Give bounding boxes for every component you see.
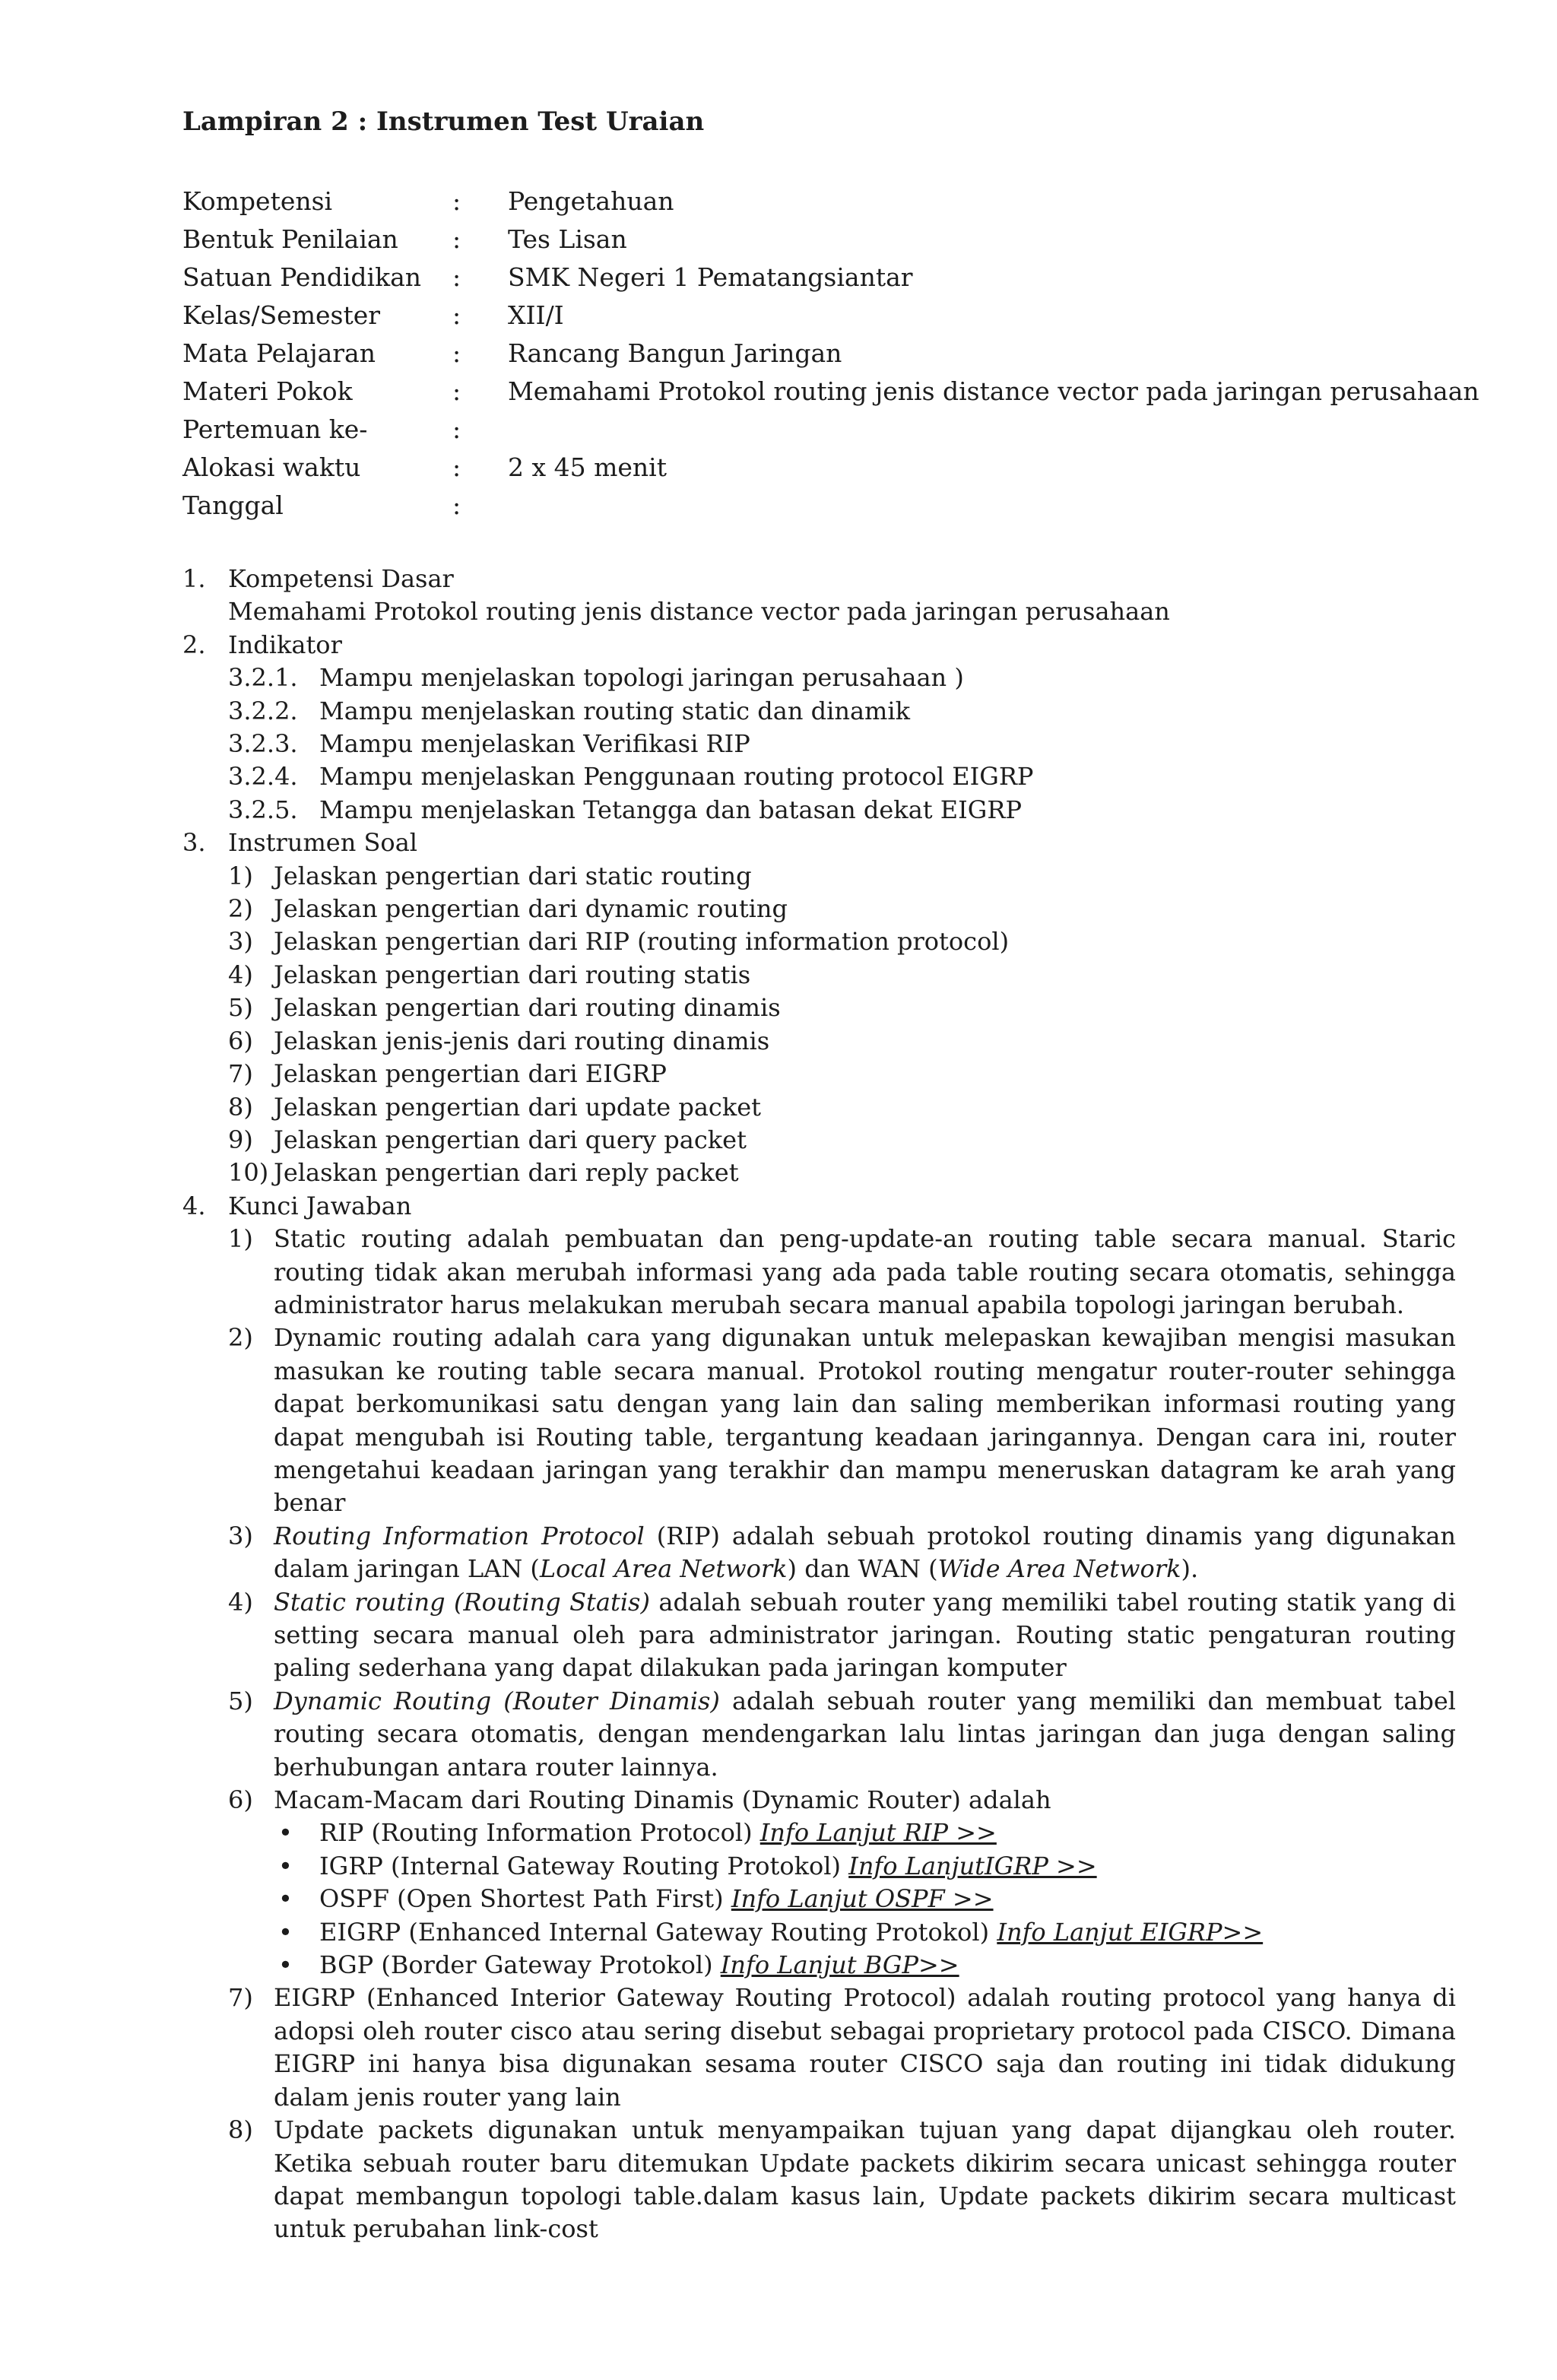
bullet-icon: • (278, 1884, 293, 1914)
info-row (182, 449, 1479, 487)
info-value: Tes Lisan (508, 224, 627, 254)
info-colon: : (452, 262, 461, 292)
answer-text: Dynamic routing adalah cara yang digunakan untuk melepaskan kewajiban mengisi masukan masukan ke routing table secara manual. Protokol routing mengatur router-router sehingga dapat berkomunikasi satu dengan yang lain dan saling memberikan informasi routing yang dapat mengubah isi Routing table, tergantung keadaan jaringannya. Dengan cara ini, router mengetahui keadaan jaringan yang terakhir dan mampu meneruskan datagram ke arah yang benar (274, 1323, 1456, 1518)
bullet-item (182, 1850, 1456, 1883)
question-item (182, 925, 1456, 958)
kd-text: Memahami Protokol routing jenis distance vector pada jaringan perusahaan (228, 597, 1170, 627)
protocol-name: RIP (Routing Information Protocol) (319, 1818, 760, 1848)
info-link-igrp[interactable]: Info LanjutIGRP >> (848, 1851, 1097, 1880)
question-item (182, 1058, 1456, 1090)
question-number: 10) (228, 1158, 269, 1188)
question-text: Jelaskan pengertian dari routing dinamis (274, 993, 781, 1023)
info-label: Kompetensi (182, 186, 333, 216)
indicator-number: 3.2.3. (228, 729, 298, 759)
indicator-number: 3.2.2. (228, 696, 298, 725)
answer-text-part: ) dan WAN ( (787, 1554, 938, 1584)
info-row (182, 373, 1479, 411)
info-value: 2 x 45 menit (508, 452, 667, 482)
bullet-text (319, 1916, 1263, 1949)
answer-text: Static routing adalah pembuatan dan peng-update-an routing table secara manual. Staric routing tidak akan merubah informasi yang ada pada table routing secara otomatis, sehingga administrator harus melakukan merubah secara manual apabila topologi jaringan berubah. (274, 1224, 1456, 1319)
question-text: Jelaskan pengertian dari reply packet (274, 1158, 739, 1188)
info-label: Tanggal (182, 490, 284, 520)
question-text: Jelaskan pengertian dari EIGRP (274, 1059, 667, 1089)
answer-number: 7) (228, 1983, 253, 2013)
answer-item (182, 1586, 1456, 1685)
answer-text-part: adalah sebuah router yang memiliki dan membuat tabel routing secara otomatis, dengan mendengarkan lalu lintas jaringan dan juga dengan saling berhubungan antara router lainnya. (274, 1686, 1457, 1782)
question-number: 7) (228, 1059, 253, 1089)
section-heading (182, 827, 1456, 859)
info-colon: : (452, 376, 461, 406)
term-lan: Local Area Network (539, 1554, 788, 1584)
answer-number: 5) (228, 1686, 253, 1715)
question-item (182, 1025, 1456, 1058)
section-title: Instrumen Soal (228, 828, 417, 858)
info-label: Bentuk Penilaian (182, 224, 398, 254)
info-colon: : (452, 490, 461, 520)
question-text: Jelaskan pengertian dari update packet (274, 1092, 762, 1122)
bullet-item (182, 1916, 1456, 1949)
bullet-icon: • (278, 1851, 293, 1880)
indicator-number: 3.2.1. (228, 663, 298, 693)
document-body (182, 563, 1456, 2246)
protocol-name: IGRP (Internal Gateway Routing Protokol) (319, 1851, 849, 1880)
protocol-name: OSPF (Open Shortest Path First) (319, 1884, 731, 1914)
answer-text: EIGRP (Enhanced Interior Gateway Routing Protocol) adalah routing protocol yang hanya di adopsi oleh router cisco atau sering disebut sebagai proprietary protocol pada CISCO. Dimana EIGRP ini hanya bisa digunakan sesama router CISCO saja dan routing ini tidak didukung dalam jenis router yang lain (274, 1983, 1456, 2112)
question-number: 9) (228, 1125, 253, 1154)
indicator-item (182, 760, 1456, 793)
info-value: Memahami Protokol routing jenis distance vector pada jaringan perusahaan (508, 376, 1479, 406)
indicator-item (182, 662, 1456, 694)
answer-number: 1) (228, 1224, 253, 1254)
question-item (182, 893, 1456, 925)
answer-number: 3) (228, 1521, 253, 1550)
indicator-number: 3.2.5. (228, 795, 298, 824)
section-number: 4. (182, 1191, 206, 1220)
answer-item (182, 1784, 1456, 1817)
section-title: Kunci Jawaban (228, 1191, 412, 1220)
section-heading (182, 563, 1456, 595)
term-dynamic-routing: Dynamic Routing (Router Dinamis) (274, 1686, 720, 1715)
question-number: 4) (228, 960, 253, 989)
info-label: Satuan Pendidikan (182, 262, 421, 292)
answer-item (182, 1520, 1456, 1586)
bullet-text (319, 1817, 997, 1849)
question-text: Jelaskan pengertian dari routing statis (274, 960, 751, 989)
section-number: 2. (182, 630, 206, 659)
answer-item (182, 1223, 1456, 1322)
info-link-eigrp[interactable]: Info Lanjut EIGRP>> (997, 1917, 1264, 1947)
question-text: Jelaskan pengertian dari RIP (routing information protocol) (274, 927, 1010, 957)
question-item (182, 1157, 1456, 1189)
bullet-icon: • (278, 1917, 293, 1947)
info-colon: : (452, 452, 461, 482)
bullet-item (182, 1883, 1456, 1915)
info-row (182, 411, 1479, 449)
section-title: Indikator (228, 630, 342, 659)
question-item (182, 992, 1456, 1024)
info-label: Alokasi waktu (182, 452, 361, 482)
info-colon: : (452, 186, 461, 216)
question-number: 3) (228, 927, 253, 957)
info-colon: : (452, 224, 461, 254)
question-text: Jelaskan jenis-jenis dari routing dinamis (274, 1026, 770, 1055)
info-row (182, 259, 1479, 297)
info-row (182, 297, 1479, 335)
info-label: Pertemuan ke- (182, 414, 368, 444)
protocol-name: EIGRP (Enhanced Internal Gateway Routing Protokol) (319, 1917, 997, 1947)
info-link-rip[interactable]: Info Lanjut RIP >> (759, 1818, 997, 1848)
indicator-text: Mampu menjelaskan Tetangga dan batasan dekat EIGRP (319, 795, 1022, 824)
answer-item (182, 1685, 1456, 1784)
answer-number: 4) (228, 1587, 253, 1617)
indicator-text: Mampu menjelaskan routing static dan dinamik (319, 696, 910, 725)
indicator-text: Mampu menjelaskan Penggunaan routing protocol EIGRP (319, 762, 1034, 792)
section-number: 1. (182, 564, 206, 593)
answer-text: Macam-Macam dari Routing Dinamis (Dynamic Router) adalah (274, 1785, 1051, 1815)
answer-text (274, 1586, 1456, 1685)
indicator-item (182, 794, 1456, 827)
bullet-text (319, 1850, 1097, 1883)
info-link-ospf[interactable]: Info Lanjut OSPF >> (731, 1884, 994, 1914)
info-label: Mata Pelajaran (182, 338, 376, 368)
info-link-bgp[interactable]: Info Lanjut BGP>> (720, 1950, 959, 1980)
answer-number: 2) (228, 1323, 253, 1353)
question-number: 2) (228, 894, 253, 924)
info-row (182, 335, 1479, 373)
section-heading (182, 629, 1456, 662)
question-number: 8) (228, 1092, 253, 1122)
question-text: Jelaskan pengertian dari static routing (274, 861, 752, 890)
answer-number: 6) (228, 1785, 253, 1815)
info-colon: : (452, 338, 461, 368)
page-title: Lampiran 2 : Instrumen Test Uraian (182, 106, 705, 137)
info-row (182, 487, 1479, 525)
term-wan: Wide Area Network (937, 1554, 1181, 1584)
answer-text-part: (RIP) adalah sebuah protokol routing dinamis yang digunakan dalam jaringan LAN ( (274, 1521, 1457, 1584)
question-item (182, 1124, 1456, 1157)
answer-item (182, 2114, 1456, 2246)
bullet-icon: • (278, 1818, 293, 1848)
bullet-text (319, 1949, 959, 1982)
question-number: 1) (228, 861, 253, 890)
question-item (182, 959, 1456, 992)
answer-text-part: adalah sebuah router yang memiliki tabel routing statik yang di setting secara manual oleh para administrator jaringan. Routing static pengaturan routing paling sederhana yang dapat dilakukan pada jaringan komputer (274, 1587, 1457, 1683)
info-table (182, 182, 1479, 525)
indicator-text: Mampu menjelaskan topologi jaringan perusahaan ) (319, 663, 964, 693)
section-heading (182, 1190, 1456, 1223)
indicator-number: 3.2.4. (228, 762, 298, 792)
answer-text-part: ). (1181, 1554, 1199, 1584)
answer-item (182, 1322, 1456, 1519)
bullet-item (182, 1949, 1456, 1982)
answer-text (274, 1685, 1456, 1784)
question-item (182, 1091, 1456, 1124)
term-rip: Routing Information Protocol (274, 1521, 645, 1550)
question-number: 5) (228, 993, 253, 1023)
info-label: Materi Pokok (182, 376, 353, 406)
info-value: SMK Negeri 1 Pematangsiantar (508, 262, 913, 292)
term-static-routing: Static routing (Routing Statis) (274, 1587, 650, 1617)
info-colon: : (452, 414, 461, 444)
answer-item (182, 1982, 1456, 2114)
bullet-text (319, 1883, 994, 1915)
answer-text: Update packets digunakan untuk menyampaikan tujuan yang dapat dijangkau oleh router. Ketika sebuah router baru ditemukan Update packets dikirim secara unicast sehingga router dapat membangun topologi table.dalam kasus lain, Update packets dikirim secara multicast untuk perubahan link-cost (274, 2115, 1456, 2244)
info-row (182, 182, 1479, 221)
info-row (182, 221, 1479, 259)
section-title: Kompetensi Dasar (228, 564, 454, 593)
protocol-name: BGP (Border Gateway Protokol) (319, 1950, 721, 1980)
bullet-icon: • (278, 1950, 293, 1980)
question-item (182, 860, 1456, 893)
indicator-item (182, 728, 1456, 760)
indicator-item (182, 695, 1456, 728)
info-label: Kelas/Semester (182, 300, 381, 330)
question-number: 6) (228, 1026, 253, 1055)
question-text: Jelaskan pengertian dari dynamic routing (274, 894, 788, 924)
answer-number: 8) (228, 2115, 253, 2145)
bullet-item (182, 1817, 1456, 1849)
section-number: 3. (182, 828, 206, 858)
answer-text (274, 1520, 1456, 1586)
info-value: Rancang Bangun Jaringan (508, 338, 842, 368)
question-text: Jelaskan pengertian dari query packet (274, 1125, 747, 1154)
indicator-text: Mampu menjelaskan Verifikasi RIP (319, 729, 750, 759)
info-colon: : (452, 300, 461, 330)
info-value: XII/I (508, 300, 564, 330)
info-value: Pengetahuan (508, 186, 674, 216)
